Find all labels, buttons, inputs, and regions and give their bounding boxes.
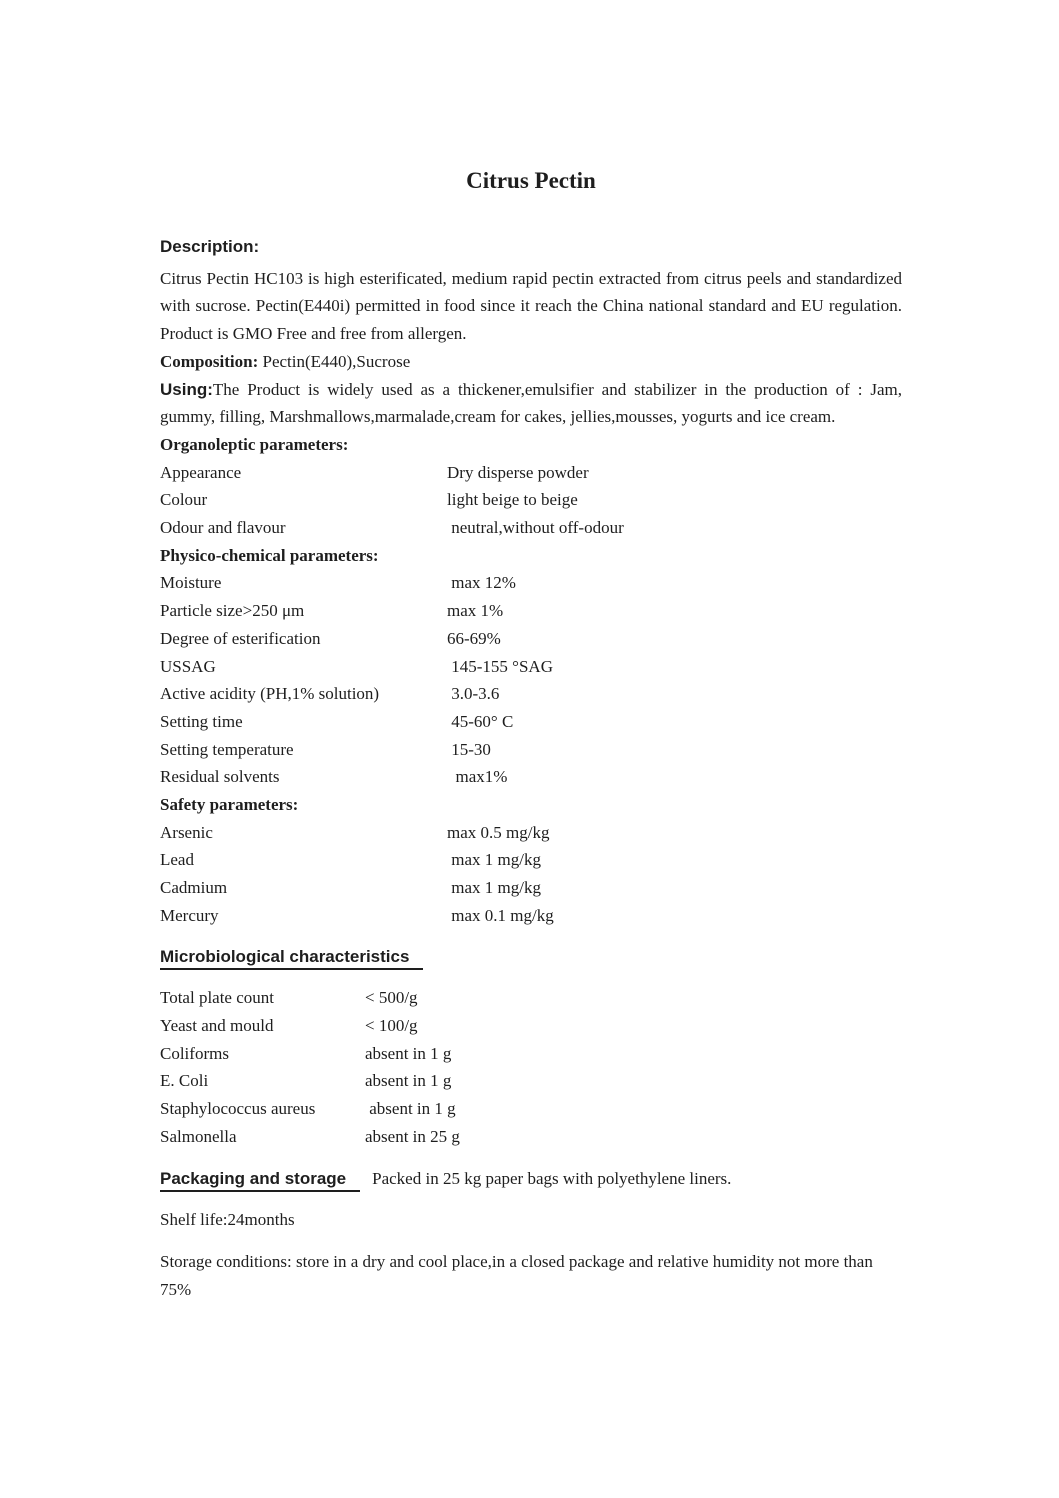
packaging-heading: Packaging and storage xyxy=(160,1168,360,1192)
parameter-value: 145-155 °SAG xyxy=(447,656,553,676)
organoleptic-heading: Organoleptic parameters: xyxy=(160,434,349,454)
parameter-label: Coliforms xyxy=(160,1043,229,1063)
parameter-label: Particle size>250 μm xyxy=(160,601,305,621)
storage-conditions-paragraph: Storage conditions: store in a dry and cool place,in a closed package and relative humidity not more than 75% xyxy=(160,1251,873,1299)
parameter-label: Salmonella xyxy=(160,1126,237,1146)
parameter-label: Mercury xyxy=(160,905,219,925)
parameter-label: Cadmium xyxy=(160,878,228,898)
document-content xyxy=(160,0,902,1303)
parameter-value: max 1 mg/kg xyxy=(447,850,541,870)
using-label: Using: xyxy=(160,379,213,399)
table-row xyxy=(160,597,902,625)
page-title: Citrus Pectin xyxy=(466,168,596,193)
parameter-label: Appearance xyxy=(160,462,242,482)
description-paragraph: Citrus Pectin HC103 is high esterificated, medium rapid pectin extracted from citrus peels and standardized with sucrose. Pectin(E440i) permitted in food since it reach the China national standard and EU regulation. Product is GMO Free and free from allergen. xyxy=(160,268,902,344)
parameter-label: Moisture xyxy=(160,573,222,593)
table-row xyxy=(160,708,902,736)
shelf-life-line: Shelf life:24months xyxy=(160,1210,295,1230)
parameter-label: Setting time xyxy=(160,711,243,731)
parameter-value: neutral,without off-odour xyxy=(447,518,624,538)
parameter-value: 15-30 xyxy=(447,739,491,759)
parameter-value: absent in 1 g xyxy=(365,1099,456,1119)
table-row xyxy=(160,514,902,542)
parameter-label: Yeast and mould xyxy=(160,1015,274,1035)
microbiological-heading: Microbiological characteristics xyxy=(160,946,423,970)
parameter-value: 3.0-3.6 xyxy=(447,684,500,704)
using-paragraph xyxy=(160,376,902,431)
safety-heading: Safety parameters: xyxy=(160,795,299,815)
table-row xyxy=(160,1123,902,1151)
parameter-label: Active acidity (PH,1% solution) xyxy=(160,684,380,704)
microbiological-table xyxy=(160,984,902,1150)
parameter-label: USSAG xyxy=(160,656,216,676)
table-row xyxy=(160,1067,902,1095)
table-row xyxy=(160,846,902,874)
packaging-text: Packed in 25 kg paper bags with polyethylene liners. xyxy=(372,1168,732,1188)
parameter-value: Dry disperse powder xyxy=(447,462,589,482)
table-row xyxy=(160,1012,902,1040)
table-row xyxy=(160,1040,902,1068)
microbiological-heading-line xyxy=(160,943,902,971)
organoleptic-table xyxy=(160,459,902,542)
table-row xyxy=(160,763,902,791)
parameter-value: 66-69% xyxy=(447,628,501,648)
table-row xyxy=(160,653,902,681)
table-row xyxy=(160,680,902,708)
table-row xyxy=(160,625,902,653)
composition-label: Composition: xyxy=(160,351,259,371)
parameter-value: max 1% xyxy=(447,601,504,621)
parameter-label: Setting temperature xyxy=(160,739,294,759)
parameter-label: Total plate count xyxy=(160,988,274,1008)
table-row xyxy=(160,569,902,597)
table-row xyxy=(160,459,902,487)
parameter-label: Staphylococcus aureus xyxy=(160,1099,316,1119)
table-row xyxy=(160,874,902,902)
parameter-label: Colour xyxy=(160,490,208,510)
parameter-label: Arsenic xyxy=(160,822,213,842)
physico-chemical-heading: Physico-chemical parameters: xyxy=(160,545,379,565)
safety-table xyxy=(160,819,902,930)
parameter-value: absent in 25 g xyxy=(365,1126,460,1146)
parameter-value: < 100/g xyxy=(365,1015,418,1035)
parameter-value: max1% xyxy=(447,767,508,787)
description-heading: Description: xyxy=(160,237,260,256)
parameter-value: max 0.5 mg/kg xyxy=(447,822,550,842)
table-row xyxy=(160,1095,902,1123)
parameter-value: absent in 1 g xyxy=(365,1043,452,1063)
parameter-label: E. Coli xyxy=(160,1071,209,1091)
parameter-value: 45-60° C xyxy=(447,711,514,731)
table-row xyxy=(160,736,902,764)
parameter-value: absent in 1 g xyxy=(365,1071,452,1091)
using-text: The Product is widely used as a thickener,emulsifier and stabilizer in the production of : Jam, gummy, filling, Marshmallows,marmalade,cream for cakes, jellies,mousses, yogurts and ice cream. xyxy=(160,379,902,427)
parameter-value: max 1 mg/kg xyxy=(447,878,541,898)
parameter-value: max 0.1 mg/kg xyxy=(447,905,554,925)
table-row xyxy=(160,984,902,1012)
composition-value: Pectin(E440),Sucrose xyxy=(258,351,411,371)
parameter-value: light beige to beige xyxy=(447,490,578,510)
table-row xyxy=(160,486,902,514)
parameter-value: max 12% xyxy=(447,573,516,593)
parameter-value: < 500/g xyxy=(365,988,418,1008)
composition-line xyxy=(160,348,902,376)
packaging-line xyxy=(160,1165,902,1193)
table-row xyxy=(160,819,902,847)
parameter-label: Residual solvents xyxy=(160,767,280,787)
parameter-label: Odour and flavour xyxy=(160,518,286,538)
parameter-label: Lead xyxy=(160,850,194,870)
physico-chemical-table xyxy=(160,569,902,791)
table-row xyxy=(160,902,902,930)
parameter-label: Degree of esterification xyxy=(160,628,321,648)
